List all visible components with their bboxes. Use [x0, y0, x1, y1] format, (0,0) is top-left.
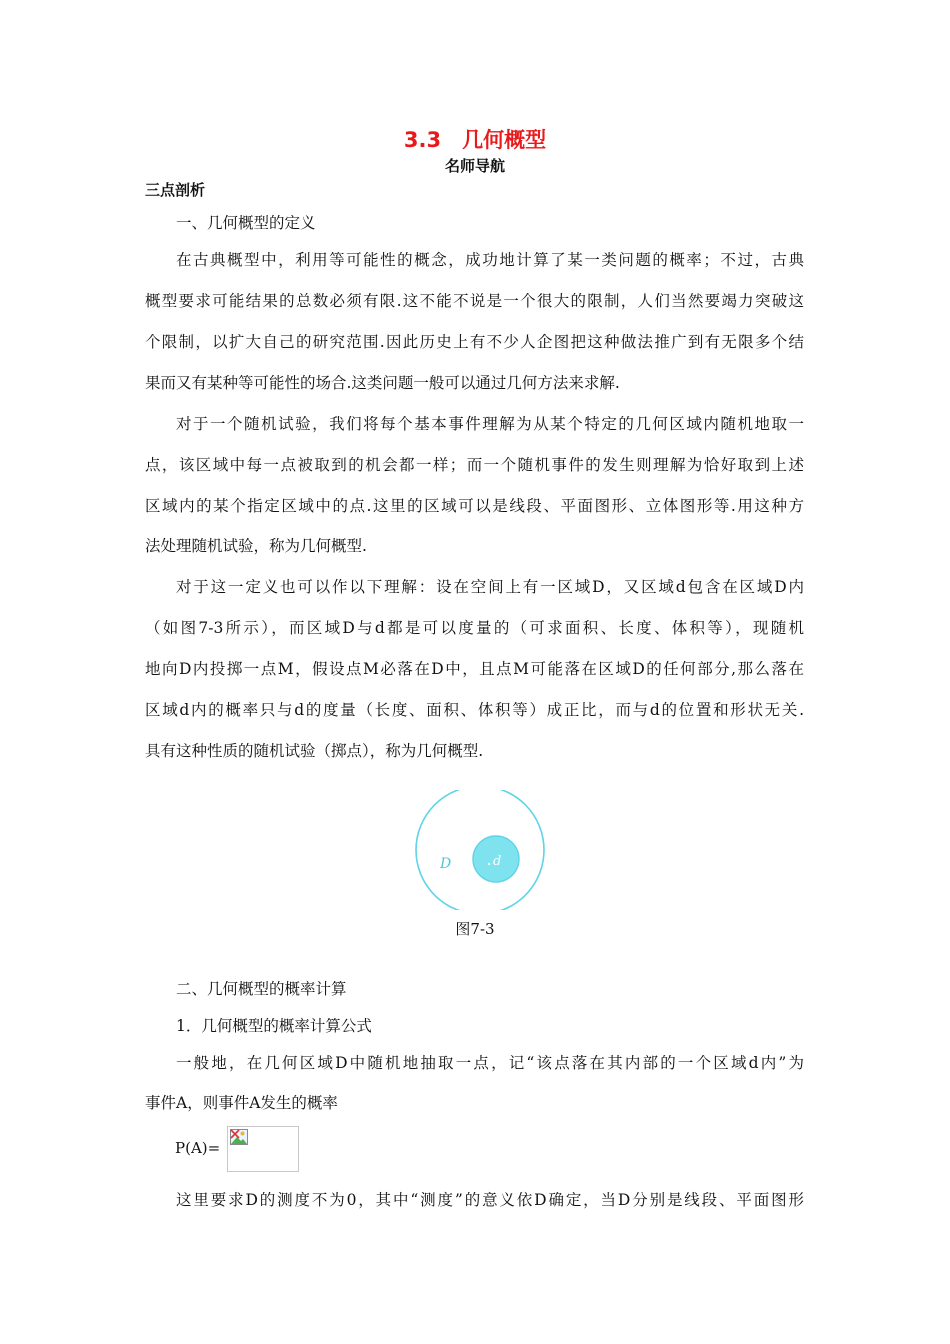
page-subtitle: 名师导航	[444, 157, 505, 175]
paragraph-line: 区域d内的概率只与d的度量（长度、面积、体积等）成正比，而与d的位置和形状无关.	[145, 701, 804, 719]
formula-label: P(A)=	[175, 1139, 221, 1157]
paragraph-line: 地向D内投掷一点M，假设点M必落在D中，且点M可能落在区域D的任何部分,那么落在	[145, 660, 804, 678]
paragraph-line: 这里要求D的测度不为0，其中“测度”的意义依D确定，当D分别是线段、平面图形	[176, 1191, 804, 1209]
section-heading: 三点剖析	[145, 181, 206, 199]
paragraph-line: 事件A，则事件A发生的概率	[145, 1094, 338, 1112]
paragraph-line: 点，该区域中每一点被取到的机会都一样；而一个随机事件的发生则理解为恰好取到上述	[145, 456, 804, 474]
broken-image-icon	[230, 1129, 248, 1145]
figure-caption: 图7-3	[455, 920, 495, 938]
paragraph-line: 法处理随机试验，称为几何概型.	[145, 537, 367, 555]
outer-region-label: D	[440, 856, 452, 872]
paragraph-line: 个限制，以扩大自己的研究范围.因此历史上有不少人企图把这种做法推广到有无限多个结	[145, 333, 804, 351]
paragraph-line: 区域内的某个指定区域中的点.这里的区域可以是线段、平面图形、立体图形等.用这种方	[145, 497, 804, 515]
formula-image-placeholder	[227, 1126, 299, 1172]
paragraph-line: 对于一个随机试验，我们将每个基本事件理解为从某个特定的几何区域内随机地取一	[176, 415, 804, 433]
subsection-heading-calculation: 二、几何概型的概率计算	[176, 980, 347, 998]
paragraph-line: 在古典概型中，利用等可能性的概念，成功地计算了某一类问题的概率；不过，古典	[176, 251, 804, 269]
inner-region-label: d	[493, 854, 502, 869]
paragraph-line: 对于这一定义也可以作以下理解：设在空间上有一区域D，又区域d包含在区域D内	[176, 578, 804, 596]
paragraph-line: 一般地，在几何区域D中随机地抽取一点，记“该点落在其内部的一个区域d内”为	[176, 1054, 804, 1072]
subsection-heading-definition: 一、几何概型的定义	[176, 214, 316, 232]
paragraph-line: 具有这种性质的随机试验（掷点），称为几何概型.	[145, 742, 484, 760]
subsection-heading-formula: 1．几何概型的概率计算公式	[176, 1017, 372, 1035]
page-title: 3.3 几何概型	[403, 128, 547, 152]
region-diagram	[410, 790, 550, 910]
paragraph-line: 果而又有某种等可能性的场合.这类问题一般可以通过几何方法来求解.	[145, 374, 620, 392]
paragraph-line: 概型要求可能结果的总数必须有限.这不能不说是一个很大的限制，人们当然要竭力突破这	[145, 292, 804, 310]
paragraph-line: （如图7-3所示），而区域D与d都是可以度量的（可求面积、长度、体积等），现随机	[145, 619, 804, 637]
point-marker	[488, 863, 490, 865]
